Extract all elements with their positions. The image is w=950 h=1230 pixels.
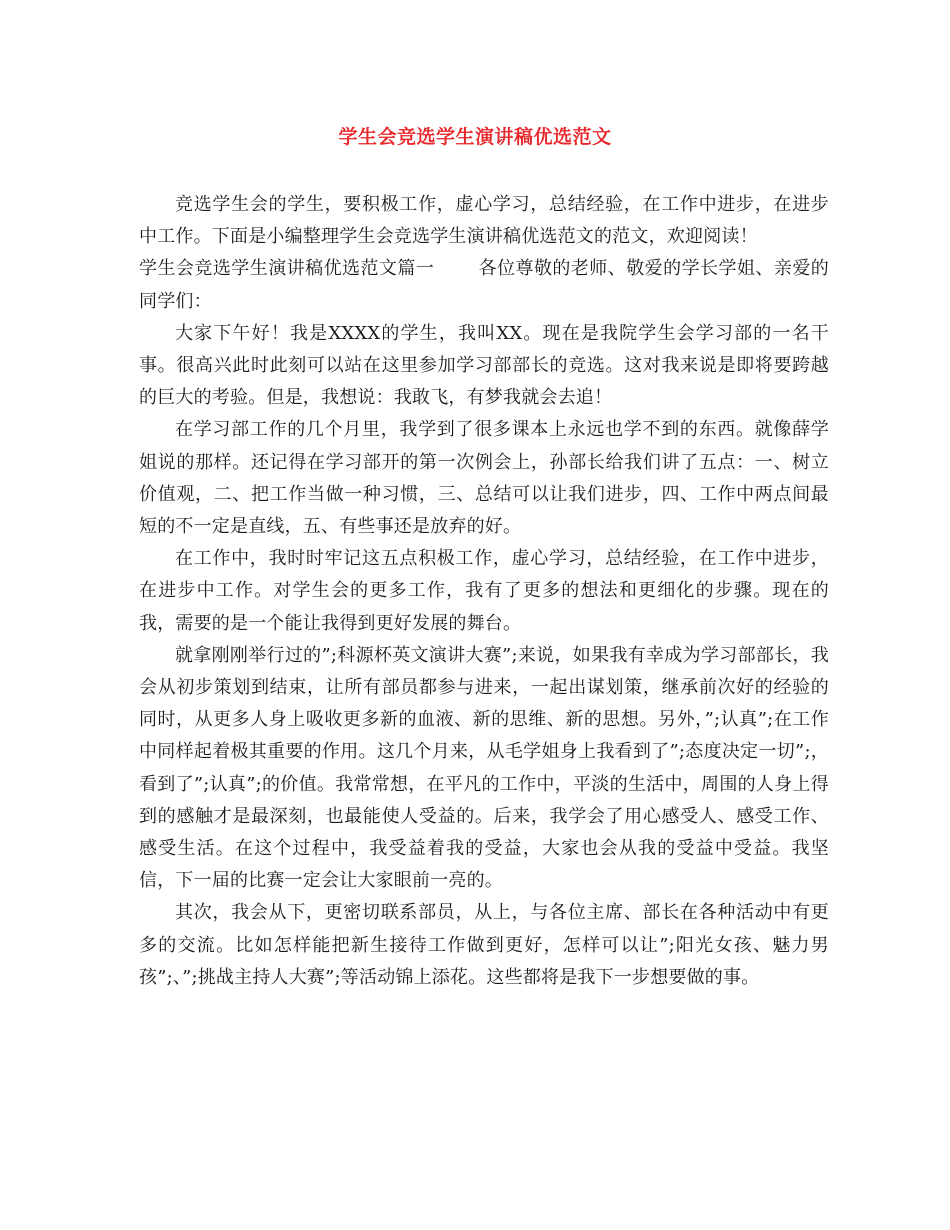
intro-paragraph: 竞选学生会的学生，要积极工作，虚心学习，总结经验，在工作中进步，在进步中工作。下面是小编整理学生会竞选学生演讲稿优选范文的范文，欢迎阅读！ <box>139 194 829 248</box>
body-paragraph-2: 在学习部工作的几个月里，我学到了很多课本上永远也学不到的东西。就像薛学姐说的那样。还记得在学习部开的第一次例会上，孙部长给我们讲了五点：一、树立价值观，二、把工作当做一种习惯，三、总结可以让我们进步，四、工作中两点间最短的不一定是直线，五、有些事还是放弃的好。 <box>139 419 829 538</box>
body-paragraph-5: 其次，我会从下，更密切联系部员，从上，与各位主席、部长在各种活动中有更多的交流。比如怎样能把新生接待工作做到更好，怎样可以让”;阳光女孩、魅力男孩”;、”;挑战主持人大赛”;等活动锦上添花。这些都将是我下一步想要做的事。 <box>139 902 829 988</box>
greeting: 各位尊敬的老师、敬爱的学长学姐、亲爱的同学们： <box>139 258 829 312</box>
document-body <box>139 189 829 994</box>
section-heading: 学生会竞选学生演讲稿优选范文篇一 <box>139 258 435 280</box>
body-paragraph-4: 就拿刚刚举行过的”;科源杯英文演讲大赛”;来说，如果我有幸成为学习部部长，我会从初步策划到结束，让所有部员都参与进来，一起出谋划策，继承前次好的经验的同时，从更多人身上吸收更多新的血液、新的思维、新的思想。另外，”;认真”;在工作中同样起着极其重要的作用。这几个月来，从毛学姐身上我看到了”;态度决定一切”;，看到了”;认真”;的价值。我常常想，在平凡的工作中，平淡的生活中，周围的人身上得到的感触才是最深刻，也最能使人受益的。后来，我学会了用心感受人、感受工作、感受生活。在这个过程中，我受益着我的受益，大家也会从我的受益中受益。我坚信，下一届的比赛一定会让大家眼前一亮的。 <box>139 644 829 892</box>
body-paragraph-1: 大家下午好！我是XXXX的学生，我叫XX。现在是我院学生会学习部的一名干事。很高兴此时此刻可以站在这里参加学习部部长的竞选。这对我来说是即将要跨越的巨大的考验。但是，我想说：我敢飞，有梦我就会去追！ <box>139 322 829 409</box>
document-title: 学生会竞选学生演讲稿优选范文 <box>338 126 612 148</box>
heading-greeting-paragraph <box>139 253 829 317</box>
body-paragraph-3: 在工作中，我时时牢记这五点积极工作，虚心学习，总结经验，在工作中进步，在进步中工作。对学生会的更多工作，我有了更多的想法和更细化的步骤。现在的我，需要的是一个能让我得到更好发展的舞台。 <box>139 548 829 634</box>
